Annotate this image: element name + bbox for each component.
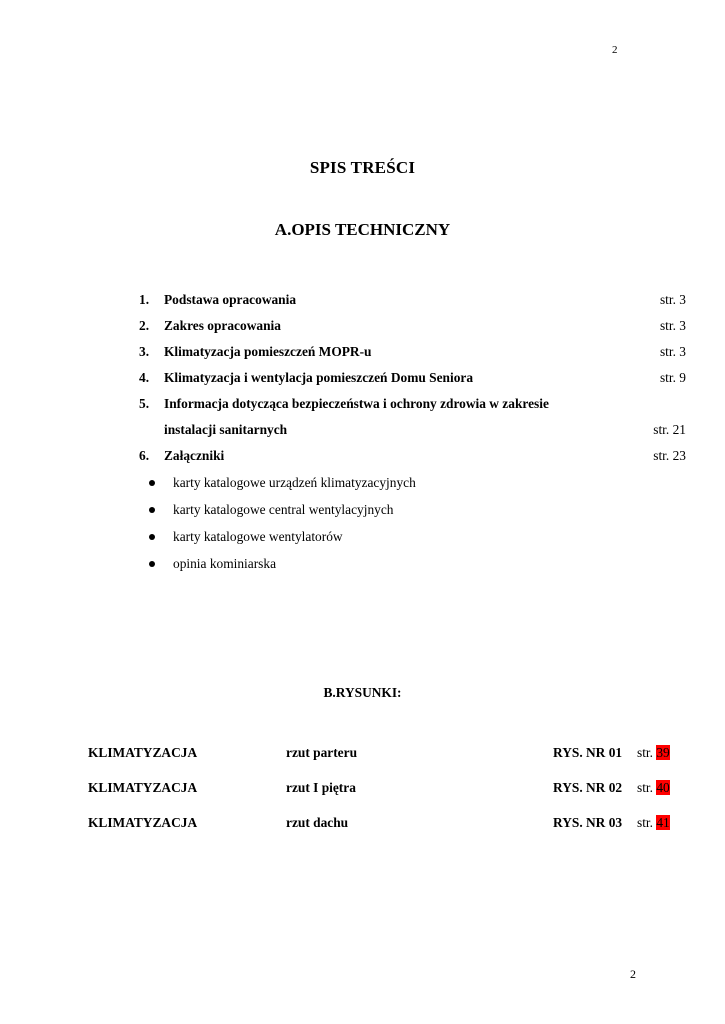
toc-item-5-continued xyxy=(139,422,686,442)
toc-title: Informacja dotycząca bezpieczeństwa i ochrony zdrowia w zakresie xyxy=(164,396,549,411)
toc-number: 1. xyxy=(139,292,150,307)
attachment-label: karty katalogowe wentylatorów xyxy=(173,529,343,544)
drawing-page-highlight: 39 xyxy=(656,745,670,760)
toc-title: Klimatyzacja pomieszczeń MOPR-u xyxy=(164,344,372,359)
toc-item-2 xyxy=(139,318,686,338)
page-number-top: 2 xyxy=(612,44,618,56)
attachment-label: opinia kominiarska xyxy=(173,556,277,571)
drawing-page-highlight: 41 xyxy=(656,815,670,830)
attachment-label: karty katalogowe central wentylacyjnych xyxy=(173,502,394,517)
toc-title: Załączniki xyxy=(164,448,225,463)
toc-title: Klimatyzacja i wentylacja pomieszczeń Domu Seniora xyxy=(164,370,474,385)
toc-item-1 xyxy=(139,292,686,312)
toc-number: 6. xyxy=(139,448,150,463)
bullet-icon xyxy=(149,534,155,540)
bullet-icon xyxy=(149,507,155,513)
drawing-number: RYS. NR 03 xyxy=(553,815,623,830)
drawing-row-2 xyxy=(88,780,688,800)
toc-title-continued: instalacji sanitarnych xyxy=(164,422,288,437)
drawing-str-label: str. xyxy=(637,745,653,760)
drawing-page-ref xyxy=(637,815,670,831)
drawing-view: rzut parteru xyxy=(286,745,358,760)
toc-page: str. 3 xyxy=(659,318,686,333)
toc-number: 5. xyxy=(139,396,150,411)
drawing-category: KLIMATYZACJA xyxy=(88,815,198,830)
toc-number: 4. xyxy=(139,370,150,385)
toc-title: Podstawa opracowania xyxy=(164,292,297,307)
drawing-page-ref xyxy=(637,745,670,761)
drawing-row-1 xyxy=(88,745,688,765)
drawing-view: rzut dachu xyxy=(286,815,349,830)
section-b-heading: B.RYSUNKI: xyxy=(323,685,402,700)
toc-item-5 xyxy=(139,396,686,416)
drawing-category: KLIMATYZACJA xyxy=(88,780,198,795)
toc-item-6 xyxy=(139,448,686,468)
drawing-view: rzut I piętra xyxy=(286,780,356,795)
toc-page: str. 3 xyxy=(659,292,686,307)
drawing-page-highlight: 40 xyxy=(656,780,670,795)
toc-page: str. 21 xyxy=(653,422,686,437)
section-a-heading: A.OPIS TECHNICZNY xyxy=(274,220,451,239)
bullet-icon xyxy=(149,480,155,486)
toc-page: str. 9 xyxy=(659,370,686,385)
toc-number: 3. xyxy=(139,344,150,359)
document-title: SPIS TREŚCI xyxy=(309,158,416,177)
attachment-label: karty katalogowe urządzeń klimatyzacyjnych xyxy=(173,475,416,490)
toc-page: str. 23 xyxy=(653,448,686,463)
drawing-number: RYS. NR 02 xyxy=(553,780,623,795)
toc-page: str. 3 xyxy=(659,344,686,359)
drawing-str-label: str. xyxy=(637,780,653,795)
bullet-icon xyxy=(149,561,155,567)
toc-number: 2. xyxy=(139,318,150,333)
drawing-str-label: str. xyxy=(637,815,653,830)
drawing-category: KLIMATYZACJA xyxy=(88,745,198,760)
drawing-row-3 xyxy=(88,815,688,835)
drawing-number: RYS. NR 01 xyxy=(553,745,623,760)
toc-title: Zakres opracowania xyxy=(164,318,281,333)
page-number-bottom: 2 xyxy=(630,967,636,981)
toc-item-3 xyxy=(139,344,686,364)
toc-item-4 xyxy=(139,370,686,390)
drawing-page-ref xyxy=(637,780,670,796)
